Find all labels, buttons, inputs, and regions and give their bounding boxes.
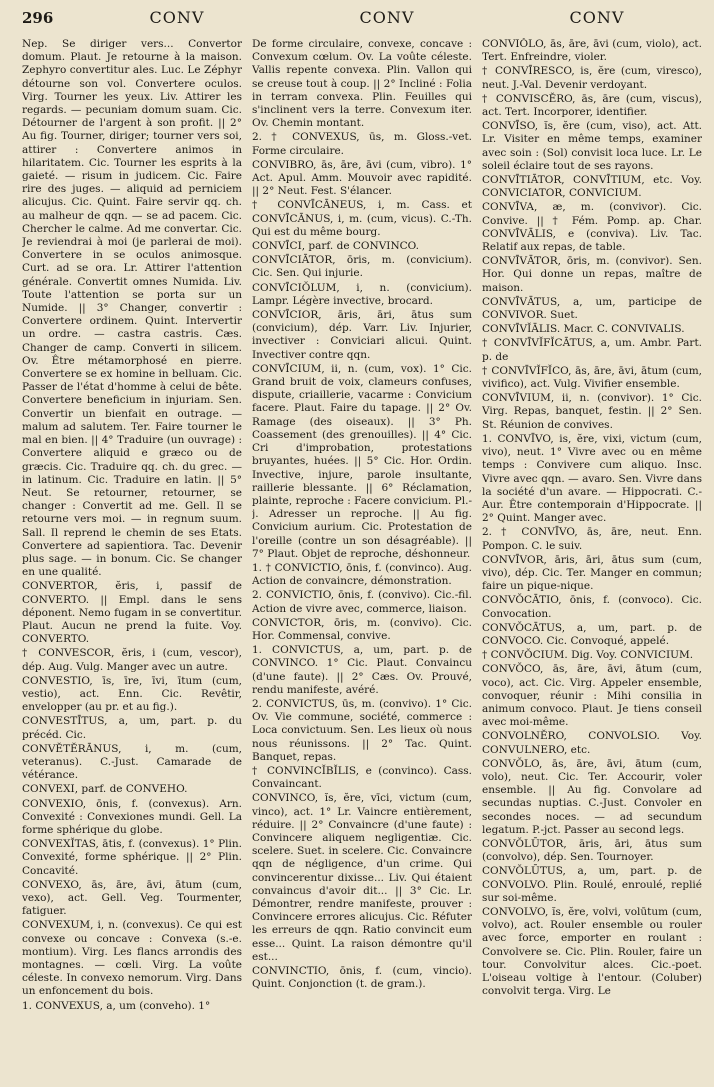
dictionary-entry: † CONVĪVĬFĬCO, ās, āre, āvi, ātum (cum, vivifico), act. Vulg. Vivifier ensemble.: [482, 364, 702, 391]
dictionary-entry: CONVĪVIUM, ii, n. (convivor). 1° Cic. Virg. Repas, banquet, festin. || 2° Sen. St. Réunion de convives.: [482, 392, 702, 431]
column-middle: [252, 38, 472, 1083]
dictionary-entry: CONVĪVA, æ, m. (convivor). Cic. Convive. || † Fém. Pomp. ap. Char. CONVĪVĀLIS, e (conviva). Liv. Tac. Relatif aux repas, de table.: [482, 201, 702, 254]
dictionary-entry: CONVĪVĀTUS, a, um, participe de CONVIVOR. Suet.: [482, 295, 702, 322]
dictionary-entry: CONVOLVO, ĭs, ĕre, volvi, volūtum (cum, volvo), act. Rouler ensemble ou rouler avec force, emporter en roulant : Convolvere se. Cic. Plin. Rouler, faire un tour. Convolvitur alces. Cic.-poet. L'oiseau voltige à l'entour. (Coluber) convolvit terga. Virg. Le: [482, 906, 702, 998]
dictionary-entry: † CONVŎCIUM. Dig. Voy. CONVICIUM.: [482, 649, 694, 662]
column-left: [22, 38, 242, 1083]
dictionary-entry: 1. † CONVICTIO, ōnis, f. (convinco). Aug. Action de convaincre, démonstration.: [252, 561, 472, 588]
text-columns: [22, 38, 702, 1083]
dictionary-entry: CONVEXO, ās, āre, āvi, ātum (cum, vexo), act. Gell. Veg. Tourmenter, fatiguer.: [22, 878, 242, 918]
dictionary-entry: CONVESTIO, īs, īre, īvi, ītum (cum, vestio), act. Enn. Cic. Revêtir, envelopper (au pr. et au fig.).: [22, 674, 242, 714]
dictionary-entry: CONVĪSO, ĭs, ĕre (cum, viso), act. Att. Lr. Visiter en même temps, examiner avec soin : (Sol) convisit loca luce. Lr. Le soleil éclaire tout de ses rayons.: [482, 120, 702, 172]
dictionary-entry: CONVĪVĬĀLIS. Macr. C. CONVIVALIS.: [482, 323, 685, 336]
dictionary-entry: CONVĪTIĀTOR, CONVĪTIUM, etc. Voy. CONVICIATOR, CONVICIUM.: [482, 174, 702, 200]
dictionary-entry: CONVERTOR, ĕris, i, passif de CONVERTO. || Empl. dans le sens déponent. Nemo fugam in se convertitur. Plaut. Aucun ne prend la fuite. Voy. CONVERTO.: [22, 580, 242, 646]
dictionary-entry: CONVŎLŪTUS, a, um, part. p. de CONVOLVO. Plin. Roulé, enroulé, replié sur soi-même.: [482, 865, 702, 904]
dictionary-entry: CONVĪCI, parf. de CONVINCO.: [252, 240, 419, 253]
dictionary-entry: † CONVĪCĀNEUS, i, m. Cass. et CONVĪCĀNUS, i, m. (cum, vicus). C.-Th. Qui est du même bourg.: [252, 199, 472, 238]
dictionary-entry: CONVICTOR, ōris, m. (convivo). Cic. Hor. Commensal, convive.: [252, 616, 472, 642]
dictionary-entry: CONVŎLŪTOR, āris, āri, ātus sum (convolvo), dép. Sen. Tournoyer.: [482, 837, 702, 864]
dictionary-entry: CONVŎCĀTUS, a, um, part. p. de CONVOCO. Cic. Convoqué, appelé.: [482, 621, 702, 647]
column-right: [482, 38, 702, 1083]
dictionary-entry: 1. CONVICTUS, a, um, part. p. de CONVINCO. 1° Cic. Plaut. Convaincu (d'une faute). || 2° Cæs. Ov. Prouvé, rendu manifeste, avéré.: [252, 644, 472, 696]
dictionary-entry: † CONVĪVĬFĬCĀTUS, a, um. Ambr. Part. p. de: [482, 337, 702, 363]
dictionary-entry: 2. † CONVEXUS, ūs, m. Gloss.-vet. Forme circulaire.: [252, 131, 472, 157]
dictionary-entry: 2. CONVICTUS, ūs, m. (convivo). 1° Cic. Ov. Vie commune, société, commerce : Loca convictuum. Sen. Les lieux où nous nous réunissons. || 2° Tac. Quint. Banquet, repas.: [252, 697, 472, 763]
dictionary-entry: † CONVESCOR, ĕris, i (cum, vescor), dép. Aug. Vulg. Manger avec un autre.: [22, 647, 242, 673]
running-head-left: CONV: [149, 8, 205, 27]
dictionary-entry: CONVĪCIUM, ii, n. (cum, vox). 1° Cic. Grand bruit de voix, clameurs confuses, dispute, criaillerie, vacarme : Convicium facere. Plaut. Faire du tapage. || 2° Ov. Ramage (des oiseaux). || 3° Ph. Coassement (des grenouilles). || 4° Cic. Cri d'improbation, protestations bruyantes, huées. || 5° Cic. Hor. Ordin. Invective, injure, parole insultante, raillerie blessante. || 6° Réclamation, plainte, reproche : Facere convicium. Pl.-j. Adresser un reproche. || Au fig. Convicium aurium. Cic. Protestation de l'oreille (contre un son désagréable). || 7° Plaut. Objet de reproche, déshonneur.: [252, 362, 472, 560]
dictionary-entry: 2. CONVICTIO, ōnis, f. (convivo). Cic.-fil. Action de vivre avec, commerce, liaison.: [252, 589, 472, 615]
dictionary-entry: CONVOLNĔRO, CONVOLSIO. Voy. CONVULNERO, etc.: [482, 730, 702, 756]
dictionary-entry: CONVĪCIOR, āris, āri, ātus sum (convicium), dép. Varr. Liv. Injurier, invectiver : Conviciari alicui. Quint. Invectiver contre qqn.: [252, 309, 472, 361]
dictionary-entry: De forme circulaire, convexe, concave : Convexum cœlum. Ov. La voûte céleste. Vallis repente convexa. Plin. Vallon qui se creuse tout à coup. || 2° Incliné : Folia in terram convexa. Plin. Feuilles qui s'inclinent vers la terre. Convexum iter. Ov. Chemin montant.: [252, 38, 472, 130]
dictionary-entry: CONVEXUM, i, n. (convexus). Ce qui est convexe ou concave : Convexa (s.-e. montium). Virg. Les flancs arrondis des montagnes. — cœli. Virg. La voûte céleste. In convexo nemorum. Virg. Dans un enfoncement du bois.: [22, 919, 242, 998]
dictionary-entry: CONVŎLO, ās, āre, āvi, ātum (cum, volo), neut. Cic. Ter. Accourir, voler ensemble. || Au fig. Convolare ad secundas nuptias. C.-Just. Convoler en secondes noces. — ad secundum legatum. P.-jct. Passer au second legs.: [482, 757, 702, 836]
dictionary-entry: † CONVISCĔRO, ās, āre (cum, viscus), act. Tert. Incorporer, identifier.: [482, 92, 702, 119]
dictionary-entry: CONVIŎLO, ās, āre, āvi (cum, violo), act. Tert. Enfreindre, violer.: [482, 38, 702, 64]
dictionary-entry: 1. CONVĪVO, is, ĕre, vixi, victum (cum, vivo), neut. 1° Vivre avec ou en même temps : Convivere cum aliquo. Insc. Vivre avec qqn. — avaro. Sen. Vivre dans la société d'un avare. — Hippocrati. C.-Aur. Être contemporain d'Hippocrate. || 2° Quint. Manger avec.: [482, 432, 702, 525]
dictionary-entry: CONVĪCIŎLUM, i, n. (convicium). Lampr. Légère invective, brocard.: [252, 281, 472, 307]
dictionary-entry: CONVĔTĔRĀNUS, i, m. (cum, veteranus). C.-Just. Camarade de vétérance.: [22, 742, 242, 782]
dictionary-entry: † CONVINCĬBĬLIS, e (convinco). Cass. Convaincant.: [252, 764, 472, 791]
dictionary-entry: CONVINCO, ĭs, ĕre, vīci, victum (cum, vinco), act. 1° Lr. Vaincre entièrement, réduire. || 2° Convaincre (d'une faute) : Convincere aliquem negligentiæ. Cic. scelere. Suet. in scelere. Cic. Convaincre qqn de négligence, d'un crime. Qui convincerentur dixisse... Liv. Qui étaient convaincus d'avoir dit... || 3° Cic. Lr. Démontrer, rendre manifeste, prouver : Convincere errores alicujus. Cic. Réfuter les erreurs de qqn. Ratio convincit eum esse... Quint. La raison démontre qu'il est...: [252, 792, 472, 963]
dictionary-entry: CONVEXĬTAS, ātis, f. (convexus). 1° Plin. Convexité, forme sphérique. || 2° Plin. Concavité.: [22, 838, 242, 877]
dictionary-entry: CONVEXI, parf. de CONVEHO.: [22, 783, 188, 796]
page-number: 296: [22, 9, 54, 27]
dictionary-entry: CONVEXIO, ōnis, f. (convexus). Arn. Convexité : Convexiones mundi. Gell. La forme sphérique du globe.: [22, 797, 242, 836]
dictionary-entry: CONVĪVĀTOR, ōris, m. (convivor). Sen. Hor. Qui donne un repas, maître de maison.: [482, 255, 702, 294]
page-header: [22, 8, 702, 34]
dictionary-entry: CONVŎCO, ās, āre, āvi, ātum (cum, voco), act. Cic. Virg. Appeler ensemble, convoquer, réunir : Mihi consilia in animum convoco. Plaut. Je tiens conseil avec moi-même.: [482, 663, 702, 729]
dictionary-entry: CONVINCTIO, ōnis, f. (cum, vincio). Quint. Conjonction (t. de gram.).: [252, 965, 472, 991]
dictionary-entry: 1. CONVEXUS, a, um (conveho). 1°: [22, 999, 211, 1012]
dictionary-entry: CONVĪCIĀTOR, ōris, m. (convicium). Cic. Sen. Qui injurie.: [252, 254, 472, 280]
dictionary-entry: Nep. Se diriger vers... Convertor domum. Plaut. Je retourne à la maison. Zephyro convertitur ales. Luc. Le Zéphyr détourne son vol. Convertere oculos. Virg. Tourner les yeux. Liv. Attirer les regards. — pecuniam domum suam. Cic. Détourner de l'argent à son profit. || 2° Au fig. Tourner, diriger; tourner vers soi, attirer : Convertere animos in hilaritatem. Cic. Tourner les esprits à la gaieté. — risum in judicem. Cic. Faire rire des juges. — aliquid ad perniciem alicujus. Cic. Quint. Faire servir qq. ch. au malheur de qqn. — se ad pacem. Cic. Chercher le calme. Ad me convertar. Cic. Je reviendrai à moi (je parlerai de moi). Convertere in se oculos animosque. Curt. ad se ora. Lr. Attirer l'attention générale. Convertit omnes Numida. Liv. Toute l'attention se porta sur un Numide. || 3° Changer, convertir : Convertere ordinem. Quint. Intervertir un ordre. — castra castris. Cæs. Changer de camp. Converti in silicem. Ov. Être métamorphosé en pierre. Convertere se ex homine in belluam. Cic. Passer de l'état d'homme à celui de bête. Convertere beneficium in injuriam. Sen. Convertir un bienfait en outrage. — malum ad salutem. Ter. Faire tourner le mal en bien. || 4° Traduire (un ouvrage) : Convertere aliquid e græco ou de græcis. Cic. Traduire qq. ch. du grec. — in latinum. Cic. Traduire en latin. || 5° Neut. Se retourner, retourner, se changer : Convertit ad me. Gell. Il se retourne vers moi. — in regnum suum. Sall. Il reprend le chemin de ses Etats. Convertere ad sapientiora. Tac. Devenir plus sage. — in bonum. Cic. Se changer en une qualité.: [22, 38, 242, 579]
dictionary-entry: CONVŎCĀTIO, ōnis, f. (convoco). Cic. Convocation.: [482, 594, 702, 620]
running-head-right: CONV: [569, 8, 625, 27]
running-head-center: CONV: [359, 8, 415, 27]
dictionary-entry: CONVESTĪTUS, a, um, part. p. du précéd. Cic.: [22, 715, 242, 741]
dictionary-entry: CONVĪVOR, āris, āri, ātus sum (cum, vivo), dép. Cic. Ter. Manger en commun; faire un pique-nique.: [482, 553, 702, 593]
dictionary-entry: 2. † CONVĪVO, ās, āre, neut. Enn. Pompon. C. le suiv.: [482, 526, 702, 552]
dictionary-entry: † CONVĪRESCO, is, ĕre (cum, viresco), neut. J.-Val. Devenir verdoyant.: [482, 65, 702, 91]
dictionary-entry: CONVIBRO, ās, āre, āvi (cum, vibro). 1° Act. Apul. Amm. Mouvoir avec rapidité. || 2° Neut. Fest. S'élancer.: [252, 158, 472, 198]
